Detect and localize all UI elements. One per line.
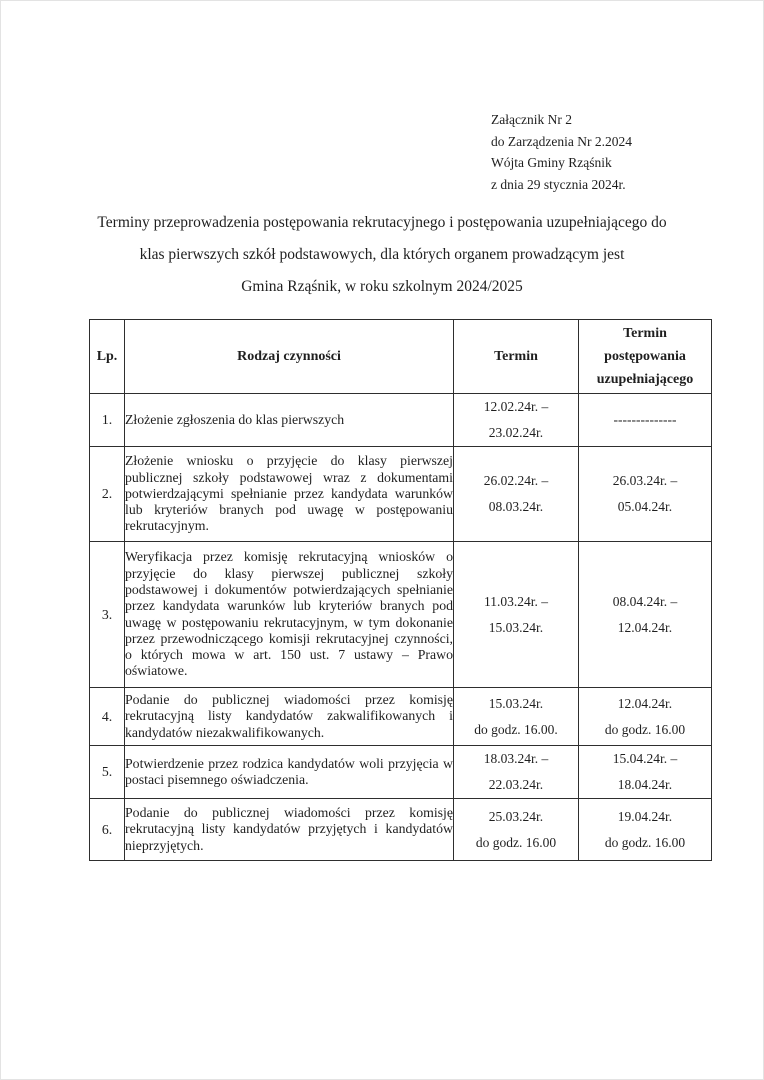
attachment-header-line: Wójta Gminy Rząśnik (491, 155, 612, 170)
termin-line: do godz. 16.00. (474, 721, 558, 737)
column-header-termin: Termin (454, 320, 579, 394)
termin-cell (454, 447, 579, 542)
termin-uzupelniajacego-cell (579, 746, 712, 799)
table-row (90, 447, 712, 542)
termin-uzup-line: 26.03.24r. – (612, 473, 678, 488)
termin-line: 15.03.24r. (488, 619, 544, 635)
termin-uzup-line: 18.04.24r. (617, 777, 673, 792)
column-header-activity: Rodzaj czynności (125, 320, 454, 394)
termin-uzup-line: 12.04.24r. (617, 695, 673, 711)
termin-line: 23.02.24r. (488, 425, 544, 440)
termin-line: 18.03.24r. – (483, 751, 549, 766)
termin-line: 12.02.24r. – (483, 399, 549, 414)
termin-uzup-line: 05.04.24r. (617, 499, 673, 514)
termin-uzup-line: do godz. 16.00 (604, 834, 686, 850)
termin-line: 15.03.24r. (488, 695, 544, 711)
activity-cell: Weryfikacja przez komisję rekrutacyjną wniosków o przyjęcie do klasy pierwszej publicznej szkoły podstawowej i dokumentów potwierdzających spełnianie przez kandydata warunków lub kryteriów branych pod uwagę w postępowaniu rekrutacyjnym, w tym dokonanie przez przewodniczącego komisji rekrutacyjnej czynności, o których mowa w art. 150 ust. 7 ustawy – Prawo oświatowe. (125, 542, 454, 688)
termin-uzup-line: do godz. 16.00 (604, 721, 686, 737)
termin-cell (454, 746, 579, 799)
table-row (90, 799, 712, 861)
termin-line: 22.03.24r. (488, 777, 544, 792)
activity-cell: Potwierdzenie przez rodzica kandydatów woli przyjęcia w postaci pisemnego oświadczenia. (125, 746, 454, 799)
termin-uzup-line: 08.04.24r. – (612, 593, 678, 609)
termin-line: do godz. 16.00 (475, 834, 557, 850)
activity-cell: Podanie do publicznej wiadomości przez komisję rekrutacyjną listy kandydatów przyjętych i kandydatów nieprzyjętych. (125, 799, 454, 861)
table-header (90, 320, 712, 394)
row-number: 1. (90, 394, 125, 447)
row-number: 3. (90, 542, 125, 688)
termin-line: 11.03.24r. – (484, 593, 548, 609)
termin-uzupelniajacego-cell (579, 447, 712, 542)
termin-cell (454, 688, 579, 746)
activity-cell: Podanie do publicznej wiadomości przez komisję rekrutacyjną listy kandydatów zakwalifikowanych i kandydatów niezakwalifikowanych. (125, 688, 454, 746)
activity-cell: Złożenie wniosku o przyjęcie do klasy pierwszej publicznej szkoły podstawowej wraz z dokumentami potwierdzającymi spełnianie przez kandydata warunków lub kryteriów branych pod uwagę w postępowaniu rekrutacyjnym. (125, 447, 454, 542)
row-number: 5. (90, 746, 125, 799)
termin-uzup-line: 19.04.24r. (617, 808, 673, 824)
column-header-termin-uzupelniajacego: Termin postępowania uzupełniającego (579, 320, 712, 394)
table-row (90, 746, 712, 799)
termin-line: 25.03.24r. (488, 808, 544, 824)
table-row (90, 394, 712, 447)
document-title-line: Gmina Rząśnik, w roku szkolnym 2024/2025 (241, 278, 523, 295)
termin-cell (454, 799, 579, 861)
activity-cell: Złożenie zgłoszenia do klas pierwszych (125, 394, 454, 447)
document-title (51, 207, 713, 303)
attachment-header-line: Załącznik Nr 2 (491, 112, 572, 127)
termin-uzup-line: 12.04.24r. (617, 619, 673, 635)
table-row (90, 542, 712, 688)
table-body (90, 394, 712, 861)
recruitment-schedule-table (89, 319, 712, 861)
row-number: 6. (90, 799, 125, 861)
termin-cell (454, 542, 579, 688)
row-number: 4. (90, 688, 125, 746)
termin-cell (454, 394, 579, 447)
attachment-header-line: z dnia 29 stycznia 2024r. (491, 176, 626, 192)
document-title-line: Terminy przeprowadzenia postępowania rekrutacyjnego i postępowania uzupełniającego do (97, 214, 667, 231)
table-row (90, 688, 712, 746)
table-header-row (90, 320, 712, 394)
termin-uzupelniajacego-cell (579, 394, 712, 447)
column-header-lp: Lp. (90, 320, 125, 394)
termin-uzup-line: -------------- (613, 412, 677, 427)
termin-line: 26.02.24r. – (483, 473, 549, 488)
termin-uzupelniajacego-cell (579, 688, 712, 746)
row-number: 2. (90, 447, 125, 542)
termin-uzup-line: 15.04.24r. – (612, 751, 678, 766)
attachment-header (491, 109, 632, 195)
attachment-header-line: do Zarządzenia Nr 2.2024 (491, 133, 632, 149)
termin-line: 08.03.24r. (488, 499, 544, 514)
document-title-line: klas pierwszych szkół podstawowych, dla których organem prowadzącym jest (139, 246, 625, 263)
termin-uzupelniajacego-cell (579, 799, 712, 861)
termin-uzupelniajacego-cell (579, 542, 712, 688)
